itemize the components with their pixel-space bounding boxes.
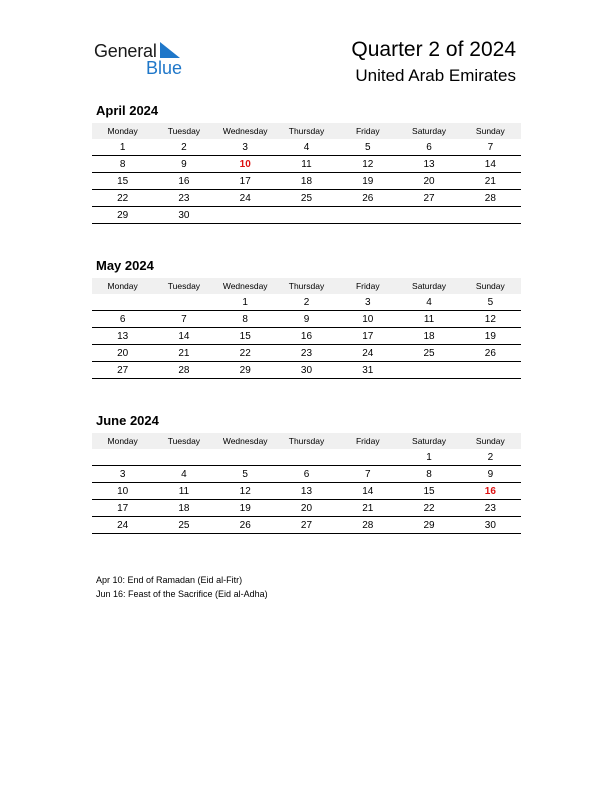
day-cell: 5 bbox=[337, 139, 398, 156]
day-cell: 18 bbox=[276, 173, 337, 190]
day-cell: 20 bbox=[92, 345, 153, 362]
day-cell: 26 bbox=[460, 345, 521, 362]
day-cell: 8 bbox=[92, 156, 153, 173]
day-cell: 17 bbox=[92, 500, 153, 517]
day-cell: 29 bbox=[92, 207, 153, 224]
page-title: Quarter 2 of 2024 bbox=[351, 38, 516, 61]
weekday-header: Sunday bbox=[460, 433, 521, 449]
day-cell: 20 bbox=[276, 500, 337, 517]
day-cell: 28 bbox=[460, 190, 521, 207]
day-cell: 19 bbox=[215, 500, 276, 517]
day-cell: 6 bbox=[92, 311, 153, 328]
generalblue-logo bbox=[94, 40, 194, 80]
day-cell bbox=[276, 207, 337, 224]
weekday-header: Saturday bbox=[398, 433, 459, 449]
weekday-header: Tuesday bbox=[153, 123, 214, 139]
day-cell: 29 bbox=[398, 517, 459, 534]
weekday-header: Wednesday bbox=[215, 123, 276, 139]
day-cell: 14 bbox=[153, 328, 214, 345]
day-cell bbox=[398, 207, 459, 224]
week-row bbox=[92, 328, 521, 345]
day-cell: 2 bbox=[276, 294, 337, 311]
week-row bbox=[92, 362, 521, 379]
day-cell: 21 bbox=[460, 173, 521, 190]
day-cell: 30 bbox=[153, 207, 214, 224]
calendar-table bbox=[92, 123, 521, 224]
day-cell: 18 bbox=[398, 328, 459, 345]
day-cell: 27 bbox=[92, 362, 153, 379]
day-cell: 17 bbox=[337, 328, 398, 345]
day-cell: 10 bbox=[215, 156, 276, 173]
day-cell: 4 bbox=[153, 466, 214, 483]
weekday-header: Tuesday bbox=[153, 278, 214, 294]
weekday-header: Sunday bbox=[460, 123, 521, 139]
day-cell: 11 bbox=[398, 311, 459, 328]
country-name: United Arab Emirates bbox=[355, 66, 516, 85]
week-row bbox=[92, 311, 521, 328]
day-cell: 16 bbox=[460, 483, 521, 500]
day-cell: 28 bbox=[153, 362, 214, 379]
day-cell bbox=[337, 207, 398, 224]
day-cell: 1 bbox=[398, 449, 459, 466]
day-cell bbox=[460, 207, 521, 224]
day-cell: 22 bbox=[398, 500, 459, 517]
logo-word-blue: Blue bbox=[146, 58, 183, 78]
day-cell: 26 bbox=[337, 190, 398, 207]
day-cell: 7 bbox=[153, 311, 214, 328]
day-cell: 8 bbox=[215, 311, 276, 328]
day-cell: 5 bbox=[460, 294, 521, 311]
month-calendar bbox=[92, 413, 521, 534]
day-cell: 13 bbox=[92, 328, 153, 345]
day-cell bbox=[398, 362, 459, 379]
weekday-header: Saturday bbox=[398, 123, 459, 139]
day-cell: 23 bbox=[460, 500, 521, 517]
day-cell: 10 bbox=[337, 311, 398, 328]
weekday-header: Friday bbox=[337, 278, 398, 294]
weekday-header: Wednesday bbox=[215, 278, 276, 294]
day-cell: 19 bbox=[337, 173, 398, 190]
holiday-note: Jun 16: Feast of the Sacrifice (Eid al-Adha) bbox=[96, 589, 268, 599]
day-cell: 12 bbox=[337, 156, 398, 173]
week-row bbox=[92, 449, 521, 466]
day-cell: 28 bbox=[337, 517, 398, 534]
day-cell: 20 bbox=[398, 173, 459, 190]
holiday-notes bbox=[96, 573, 268, 601]
day-cell bbox=[92, 449, 153, 466]
day-cell: 26 bbox=[215, 517, 276, 534]
day-cell: 17 bbox=[215, 173, 276, 190]
month-title: May 2024 bbox=[96, 258, 154, 273]
calendar-table bbox=[92, 278, 521, 379]
day-cell bbox=[276, 449, 337, 466]
day-cell: 14 bbox=[337, 483, 398, 500]
day-cell: 23 bbox=[153, 190, 214, 207]
day-cell: 3 bbox=[337, 294, 398, 311]
day-cell bbox=[215, 449, 276, 466]
calendar-table bbox=[92, 433, 521, 534]
day-cell bbox=[153, 449, 214, 466]
day-cell: 31 bbox=[337, 362, 398, 379]
weekday-header-row bbox=[92, 123, 521, 139]
day-cell: 12 bbox=[215, 483, 276, 500]
day-cell bbox=[153, 294, 214, 311]
day-cell: 14 bbox=[460, 156, 521, 173]
week-row bbox=[92, 190, 521, 207]
day-cell: 1 bbox=[92, 139, 153, 156]
day-cell: 7 bbox=[460, 139, 521, 156]
weekday-header: Monday bbox=[92, 278, 153, 294]
day-cell: 11 bbox=[153, 483, 214, 500]
week-row bbox=[92, 294, 521, 311]
day-cell: 16 bbox=[276, 328, 337, 345]
weekday-header: Monday bbox=[92, 123, 153, 139]
day-cell: 3 bbox=[215, 139, 276, 156]
weekday-header-row bbox=[92, 433, 521, 449]
month-title: April 2024 bbox=[96, 103, 159, 118]
day-cell: 27 bbox=[398, 190, 459, 207]
day-cell: 2 bbox=[153, 139, 214, 156]
day-cell: 13 bbox=[276, 483, 337, 500]
weekday-header: Wednesday bbox=[215, 433, 276, 449]
logo-triangle-icon bbox=[160, 42, 180, 58]
weekday-header: Thursday bbox=[276, 278, 337, 294]
day-cell: 18 bbox=[153, 500, 214, 517]
day-cell: 23 bbox=[276, 345, 337, 362]
day-cell: 6 bbox=[398, 139, 459, 156]
weekday-header: Monday bbox=[92, 433, 153, 449]
day-cell bbox=[215, 207, 276, 224]
day-cell: 30 bbox=[276, 362, 337, 379]
day-cell: 13 bbox=[398, 156, 459, 173]
day-cell: 16 bbox=[153, 173, 214, 190]
holiday-note: Apr 10: End of Ramadan (Eid al-Fitr) bbox=[96, 575, 243, 585]
week-row bbox=[92, 345, 521, 362]
day-cell: 25 bbox=[276, 190, 337, 207]
day-cell: 15 bbox=[215, 328, 276, 345]
week-row bbox=[92, 156, 521, 173]
week-row bbox=[92, 517, 521, 534]
month-calendar bbox=[92, 258, 521, 379]
day-cell: 9 bbox=[276, 311, 337, 328]
weekday-header: Friday bbox=[337, 433, 398, 449]
day-cell: 11 bbox=[276, 156, 337, 173]
day-cell: 7 bbox=[337, 466, 398, 483]
weekday-header-row bbox=[92, 278, 521, 294]
weekday-header: Thursday bbox=[276, 433, 337, 449]
day-cell: 22 bbox=[215, 345, 276, 362]
day-cell: 9 bbox=[460, 466, 521, 483]
day-cell: 4 bbox=[276, 139, 337, 156]
day-cell: 5 bbox=[215, 466, 276, 483]
day-cell: 30 bbox=[460, 517, 521, 534]
week-row bbox=[92, 500, 521, 517]
day-cell: 1 bbox=[215, 294, 276, 311]
day-cell: 3 bbox=[92, 466, 153, 483]
logo-word-general: General bbox=[94, 41, 157, 61]
day-cell: 12 bbox=[460, 311, 521, 328]
week-row bbox=[92, 207, 521, 224]
day-cell: 22 bbox=[92, 190, 153, 207]
day-cell: 4 bbox=[398, 294, 459, 311]
month-calendar bbox=[92, 103, 521, 224]
day-cell: 21 bbox=[337, 500, 398, 517]
day-cell: 21 bbox=[153, 345, 214, 362]
day-cell: 6 bbox=[276, 466, 337, 483]
weekday-header: Saturday bbox=[398, 278, 459, 294]
day-cell: 25 bbox=[153, 517, 214, 534]
weekday-header: Sunday bbox=[460, 278, 521, 294]
day-cell bbox=[460, 362, 521, 379]
day-cell bbox=[337, 449, 398, 466]
month-title: June 2024 bbox=[96, 413, 159, 428]
day-cell bbox=[92, 294, 153, 311]
day-cell: 24 bbox=[215, 190, 276, 207]
day-cell: 10 bbox=[92, 483, 153, 500]
day-cell: 2 bbox=[460, 449, 521, 466]
day-cell: 24 bbox=[92, 517, 153, 534]
week-row bbox=[92, 483, 521, 500]
week-row bbox=[92, 466, 521, 483]
day-cell: 15 bbox=[92, 173, 153, 190]
day-cell: 24 bbox=[337, 345, 398, 362]
day-cell: 27 bbox=[276, 517, 337, 534]
weekday-header: Tuesday bbox=[153, 433, 214, 449]
day-cell: 15 bbox=[398, 483, 459, 500]
day-cell: 25 bbox=[398, 345, 459, 362]
day-cell: 9 bbox=[153, 156, 214, 173]
day-cell: 19 bbox=[460, 328, 521, 345]
day-cell: 29 bbox=[215, 362, 276, 379]
weekday-header: Friday bbox=[337, 123, 398, 139]
weekday-header: Thursday bbox=[276, 123, 337, 139]
day-cell: 8 bbox=[398, 466, 459, 483]
week-row bbox=[92, 173, 521, 190]
week-row bbox=[92, 139, 521, 156]
